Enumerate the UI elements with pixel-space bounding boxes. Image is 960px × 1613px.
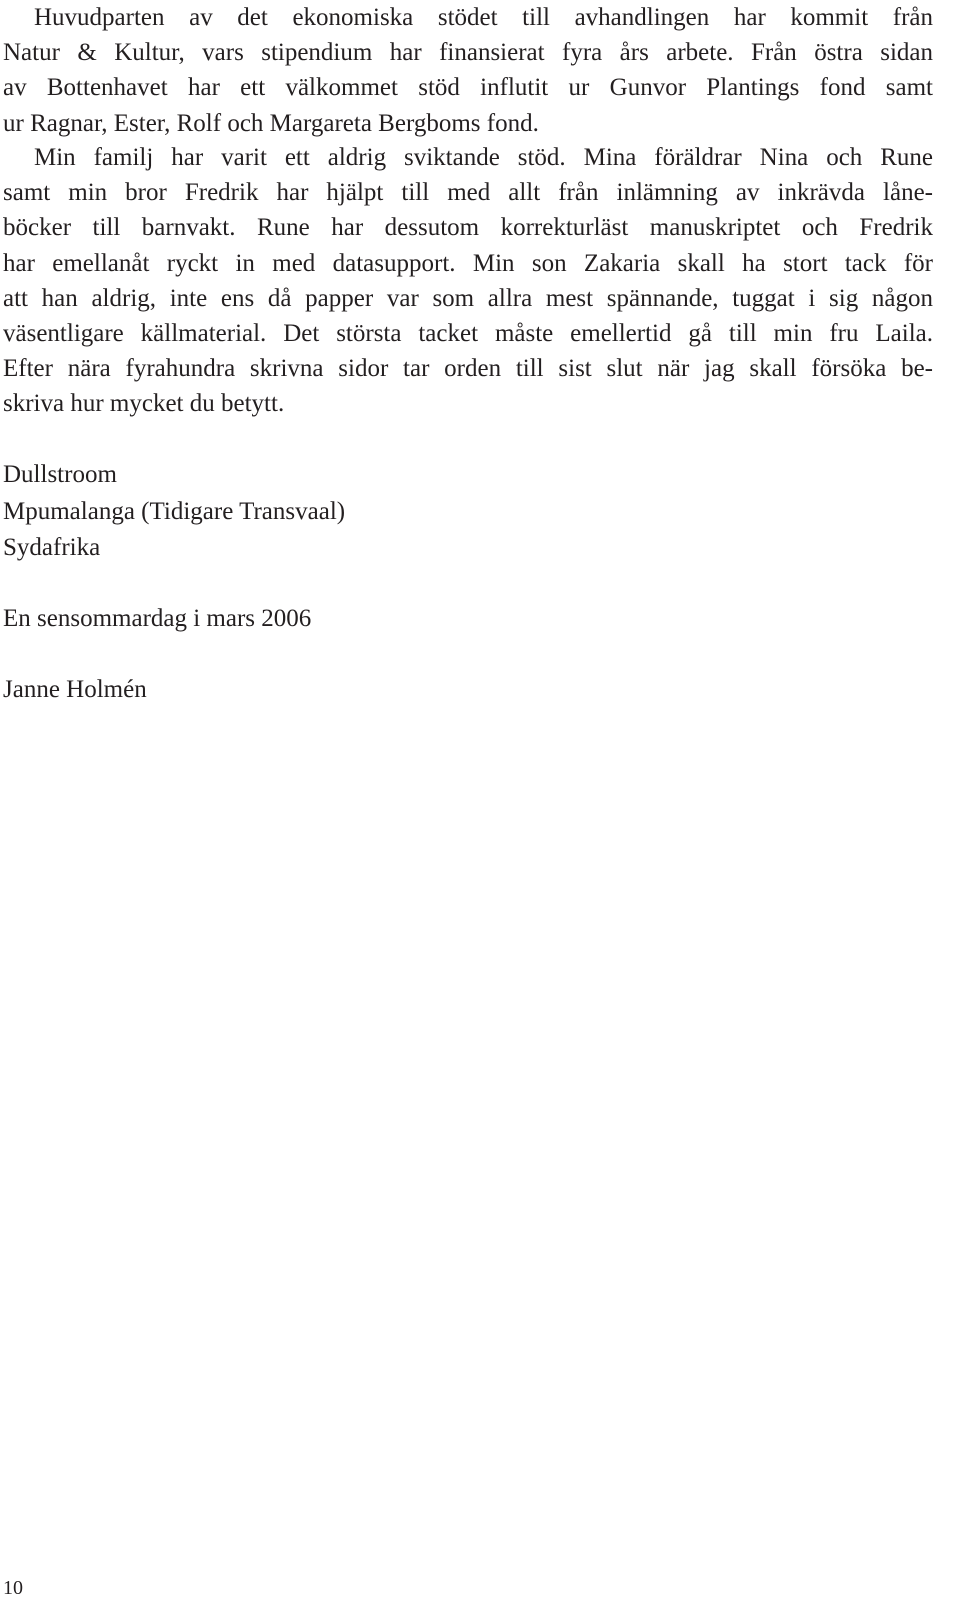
paragraph-line: skriva hur mycket du betytt. (3, 390, 285, 418)
paragraph-line: att han aldrig, inte ens då papper var som allra mest spännande, tuggat i sig någon (3, 284, 933, 312)
place-country: Sydafrika (3, 534, 101, 561)
paragraph-line: har emellanåt ryckt in med datasupport. Min son Zakaria skall ha stort tack för (3, 249, 933, 277)
place-town: Dullstroom (3, 461, 117, 488)
family-paragraph (3, 140, 933, 422)
paragraph-line: Efter nära fyrahundra skrivna sidor tar orden till sist slut när jag skall försöka be- (3, 355, 933, 383)
paragraph-line: väsentligare källmaterial. Det största tacket måste emellertid gå till min fru Laila. (3, 320, 933, 348)
place-region: Mpumalanga (Tidigare Transvaal) (3, 497, 346, 525)
date-line: En sensommardag i mars 2006 (3, 605, 312, 632)
paragraph-line: Natur & Kultur, vars stipendium har finansierat fyra års arbete. Från östra sidan (3, 39, 933, 67)
paragraph-line: ur Ragnar, Ester, Rolf och Margareta Bergboms fond. (3, 109, 539, 137)
funding-paragraph (3, 0, 933, 141)
paragraph-line: böcker till barnvakt. Rune har dessutom korrekturläst manuskriptet och Fredrik (3, 214, 933, 242)
place-block (3, 457, 345, 567)
paragraph-line: av Bottenhavet har ett välkommet stöd influtit ur Gunvor Plantings fond samt (3, 74, 933, 102)
paragraph-line: samt min bror Fredrik har hjälpt till med allt från inlämning av inkrävda låne- (3, 179, 933, 207)
paragraph-line: Min familj har varit ett aldrig sviktande stöd. Mina föräldrar Nina och Rune (34, 144, 933, 171)
page-number: 10 (3, 1577, 23, 1599)
author-signature: Janne Holmén (3, 676, 147, 703)
paragraph-line: Huvudparten av det ekonomiska stödet till avhandlingen har kommit från (34, 4, 933, 31)
